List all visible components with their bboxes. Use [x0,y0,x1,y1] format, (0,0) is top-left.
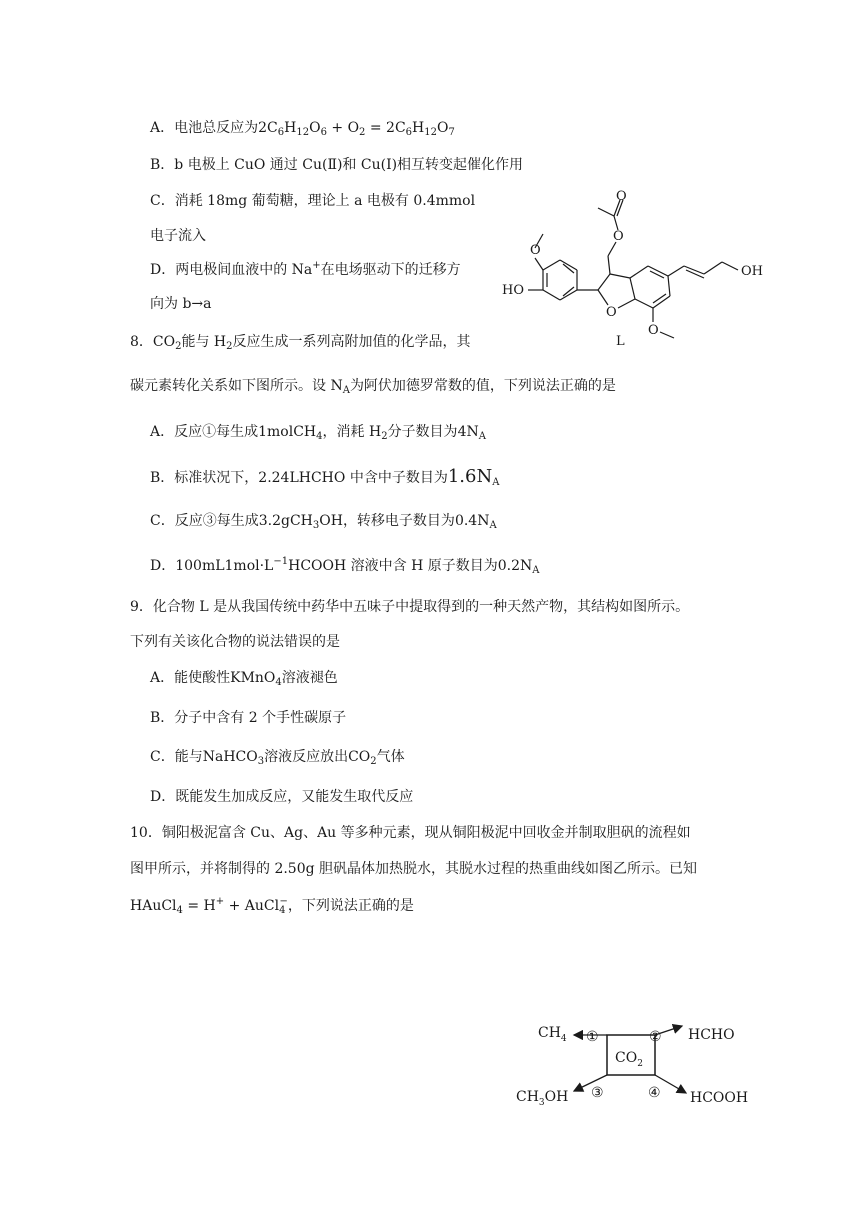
q8-stem-line2: 碳元素转化关系如下图所示。设 $N_A$为阿伏加德罗常数的值，下列说法正确的是 [130,378,616,396]
reaction-4-label: ④ [648,1085,661,1101]
furan-o-label: O [606,305,617,320]
ch3oh-label: $CH_3OH$ [516,1089,569,1108]
q8-stem-line1: 8．$CO_2$能与 $H_2$反应生成一系列高附加值的化学品，其 [130,334,471,352]
oh-label: OH [741,264,763,279]
q10-stem-line1: 10．铜阳极泥富含 Cu、Ag、Au 等多种元素，现从铜阳极泥中回收金并制取胆矾的流程如 [130,825,691,841]
reaction-2-label: ② [649,1029,662,1045]
q7-option-a: A．电池总反应为$2C_6H_{12}O_6 + O_2 = 2C_6H_{12}O_7$ [150,120,455,138]
q9-option-c: C．能与NaHCO$_3$溶液反应放出$CO_2$气体 [150,749,405,767]
q7-option-d-line2: 向为 b→a [150,296,212,312]
hcooh-label: HCOOH [690,1090,749,1106]
q10-stem-line2: 图甲所示，并将制得的 2.50g 胆矾晶体加热脱水，其脱水过程的热重曲线如图乙所示。已知 [130,861,698,877]
ho-label: HO [502,283,524,298]
ch4-label: $CH_4$ [538,1025,567,1044]
right-methoxy-o-label: O [648,323,659,338]
left-methoxy-o-label: O [530,243,541,258]
q9-stem-line1: 9．化合物 L 是从我国传统中药华中五味子中提取得到的一种天然产物，其结构如图所示。 [130,599,690,615]
benzene-ring [630,266,670,308]
reaction-3-label: ③ [591,1085,604,1101]
q9-option-d: D．既能发生加成反应，又能发生取代反应 [150,789,414,805]
carbonyl-o-label: O [616,189,627,204]
q8-option-b: B．标准状况下，2.24LHCHO 中含中子数目为$1.6N_A$ [150,466,500,488]
hcho-label: HCHO [688,1027,735,1043]
compound-label: L [616,334,625,349]
q9-option-a: A．能使酸性KMnO$_4$溶液褪色 [150,670,338,688]
q9-option-b: B．分子中含有 2 个手性碳原子 [150,710,347,726]
q7-option-b: B．b 电极上 CuO 通过 Cu(Ⅱ)和 Cu(Ⅰ)相互转变起催化作用 [150,157,524,173]
q9-stem-line2: 下列有关该化合物的说法错误的是 [130,634,340,650]
q10-stem-line3: HAuCl$_4$ = H+ + AuCl$_4$−，下列说法正确的是 [130,896,414,916]
co2-conversion-diagram [510,1015,780,1115]
compound-l-structure [490,182,790,352]
q7-option-c-line2: 电子流入 [150,228,206,244]
q7-option-c-line1: C．消耗 18mg 葡萄糖，理论上 a 电极有 0.4mmol [150,193,476,209]
q8-option-a: A．反应①每生成1molCH$_4$，消耗 $H_2$分子数目为$4N_A$ [150,424,486,442]
reaction-1-label: ① [586,1029,599,1045]
co2-label: $CO_2$ [615,1050,643,1069]
phenol-ring [543,260,577,300]
q8-option-c: C．反应③每生成3.2gCH$_3$OH，转移电子数目为$0.4N_A$ [150,513,497,531]
q7-option-d-line1: D．两电极间血液中的 Na+在电场驱动下的迁移方 [150,260,461,278]
q8-option-d: D．$100mL1mol\cdot L^{-1}HCOOH$ 溶液中含 H 原子数目为$0.2N_A$ [150,556,540,576]
ester-o-label: O [613,229,624,244]
